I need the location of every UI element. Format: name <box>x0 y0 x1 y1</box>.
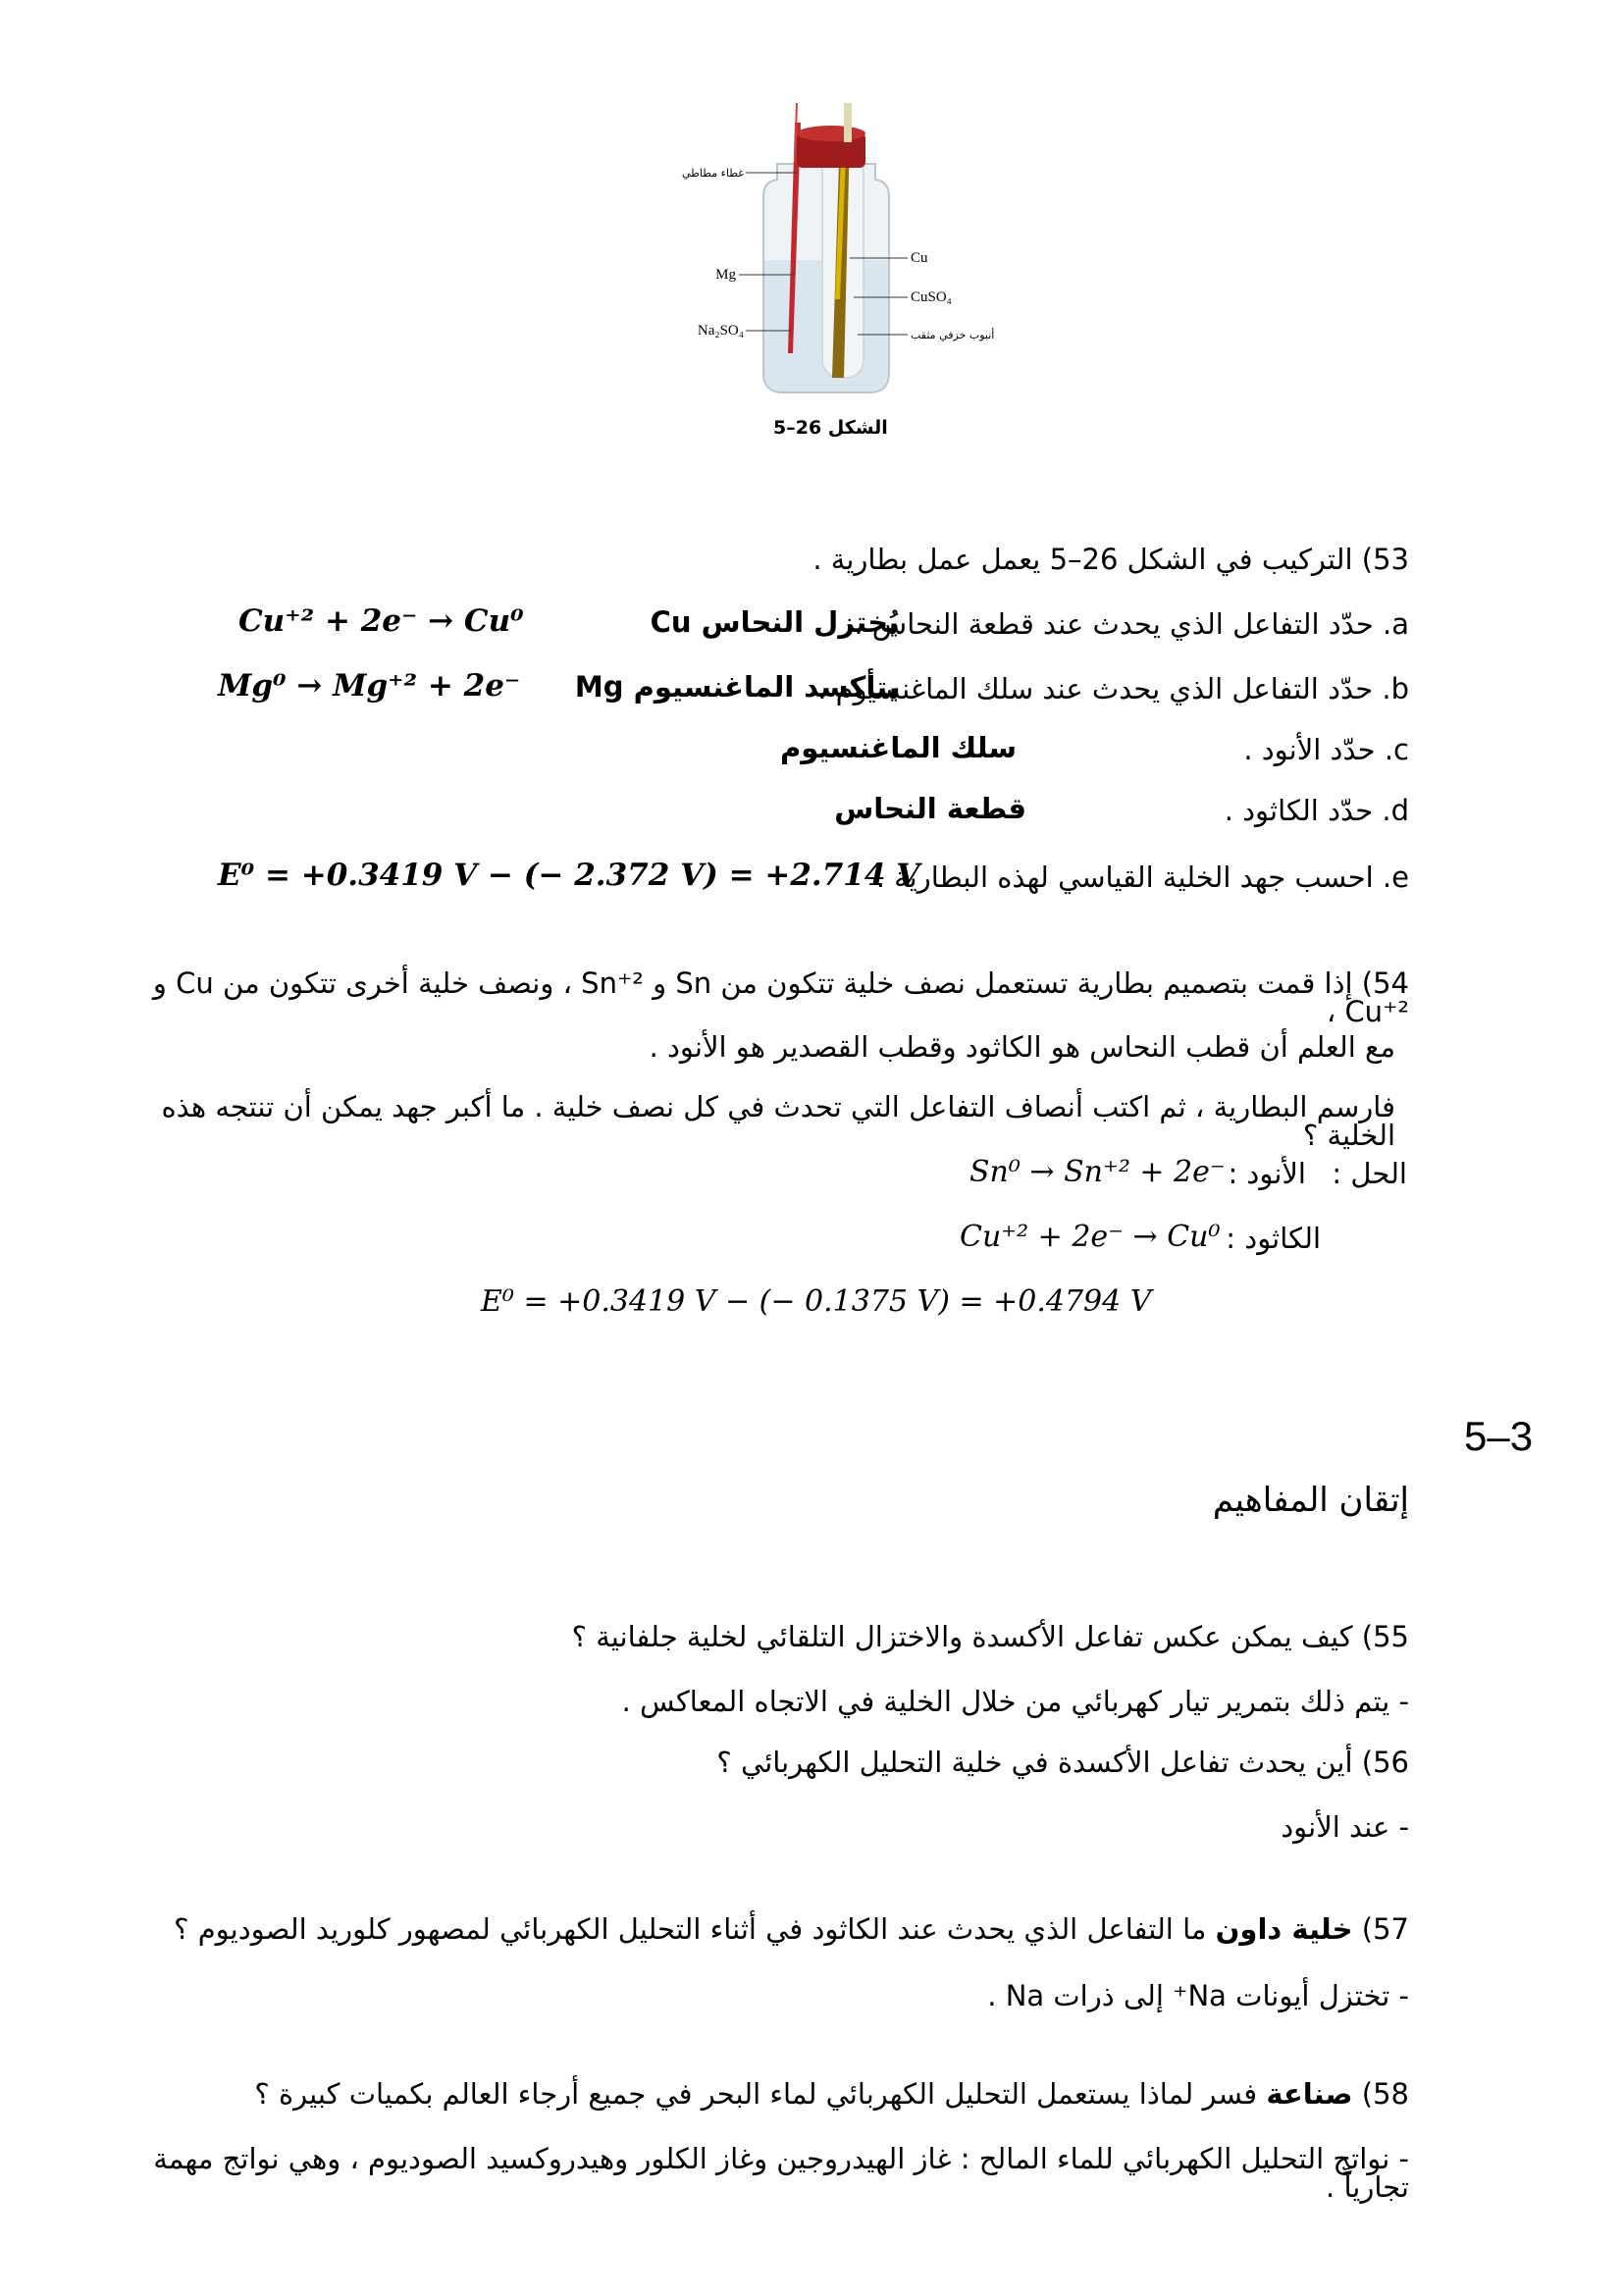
q54-anode-label: الأنود : <box>1228 1157 1306 1190</box>
section-title: إتقان المفاهيم <box>1212 1481 1409 1520</box>
section-number: 5–3 <box>1464 1413 1534 1459</box>
q53a-text: a. حدّد التفاعل الذي يحدث عند قطعة النحاس . <box>854 607 1409 641</box>
q58-question <box>133 2077 1409 2111</box>
q57-question <box>133 1912 1409 1946</box>
q57-number: 57) <box>1361 1912 1409 1946</box>
stopper-label: غطاء مطاطي <box>682 167 744 180</box>
q58-number: 58) <box>1361 2077 1409 2111</box>
q53c-text: c. حدّد الأنود . <box>1243 733 1409 766</box>
q58-answer: - نواتج التحليل الكهربائي للماء المالح : غاز الهيدروجين وغاز الكلور وهيدروكسيد الصوديوم ، وهي نواتج مهمة تجارياً . <box>153 2142 1409 2204</box>
q53-question: 53) التركيب في الشكل 26–5 يعمل عمل بطارية . <box>812 543 1409 576</box>
q54-solution-label: الحل : <box>1332 1157 1407 1190</box>
q55-question: 55) كيف يمكن عكس تفاعل الأكسدة والاختزال التلقائي لخلية جلفانية ؟ <box>571 1620 1409 1653</box>
q53d-answer: قطعة النحاس <box>834 792 1026 825</box>
mg-label: Mg <box>715 267 736 283</box>
q54-line2: مع العلم أن قطب النحاس هو الكاثود وقطب القصدير هو الأنود . <box>649 1030 1395 1064</box>
q57-answer: - تختزل أيونات Na⁺ إلى ذرات Na . <box>987 1979 1409 2012</box>
q54-potential-equation: E⁰ = +0.3419 V − (− 0.1375 V) = +0.4794 V <box>481 1284 1152 1319</box>
q55-answer: - يتم ذلك بتمرير تيار كهربائي من خلال الخلية في الاتجاه المعاكس . <box>621 1685 1409 1718</box>
q58-bold-title: صناعة <box>1266 2077 1353 2111</box>
na2so4-label: Na₂SO₄ <box>697 323 744 339</box>
figure-caption: الشكل 26–5 <box>773 417 888 439</box>
q57-question-text: ما التفاعل الذي يحدث عند الكاثود في أثناء التحليل الكهربائي لمصهور كلوريد الصوديوم ؟ <box>174 1912 1207 1946</box>
cuso4-label: CuSO₄ <box>911 289 952 305</box>
cu-label: Cu <box>911 250 928 266</box>
battery-apparatus-illustration <box>648 103 1040 446</box>
porous-tube-label: أنبوب خزفي مثقب <box>911 329 995 341</box>
figure-26-5 <box>648 103 1040 446</box>
q53e-text: e. احسب جهد الخلية القياسي لهذه البطارية . <box>875 861 1409 894</box>
q54-line1: 54) إذا قمت بتصميم بطارية تستعمل نصف خلية تتكون من Sn و Sn⁺² ، ونصف خلية أخرى تتكون من Cu و Cu⁺² ، <box>152 966 1409 1028</box>
q57-bold-title: خلية داون <box>1215 1912 1353 1946</box>
q56-question: 56) أين يحدث تفاعل الأكسدة في خلية التحليل الكهربائي ؟ <box>716 1746 1409 1779</box>
q53b-text: b. حدّد التفاعل الذي يحدث عند سلك الماغنسيوم . <box>817 672 1409 705</box>
q54-line3: فارسم البطارية ، ثم اكتب أنصاف التفاعل التي تحدث في كل نصف خلية . ما أكبر جهد يمكن أن تنتجه هذه الخلية ؟ <box>161 1090 1395 1152</box>
q53b-equation: Mg⁰ → Mg⁺² + 2e⁻ <box>218 668 521 704</box>
q56-answer: - عند الأنود <box>1281 1810 1409 1844</box>
q54-cathode-equation: Cu⁺² + 2e⁻ → Cu⁰ <box>960 1220 1221 1254</box>
q53c-answer: سلك الماغنسيوم <box>779 731 1017 764</box>
q53b-answer: يتأكسد الماغنسيوم Mg <box>574 670 899 704</box>
q54-anode-equation: Sn⁰ → Sn⁺² + 2e⁻ <box>969 1155 1226 1189</box>
q58-question-text: فسر لماذا يستعمل التحليل الكهربائي لماء البحر في جميع أرجاء العالم بكميات كبيرة ؟ <box>254 2077 1258 2111</box>
q53d-text: d. حدّد الكاثود . <box>1224 794 1409 827</box>
q54-cathode-label: الكاثود : <box>1226 1222 1321 1255</box>
q53a-answer: يُختزل النحاس Cu <box>650 605 899 639</box>
q53e-equation: E⁰ = +0.3419 V − (− 2.372 V) = +2.714 V <box>218 858 920 893</box>
q53a-equation: Cu⁺² + 2e⁻ → Cu⁰ <box>238 603 524 639</box>
